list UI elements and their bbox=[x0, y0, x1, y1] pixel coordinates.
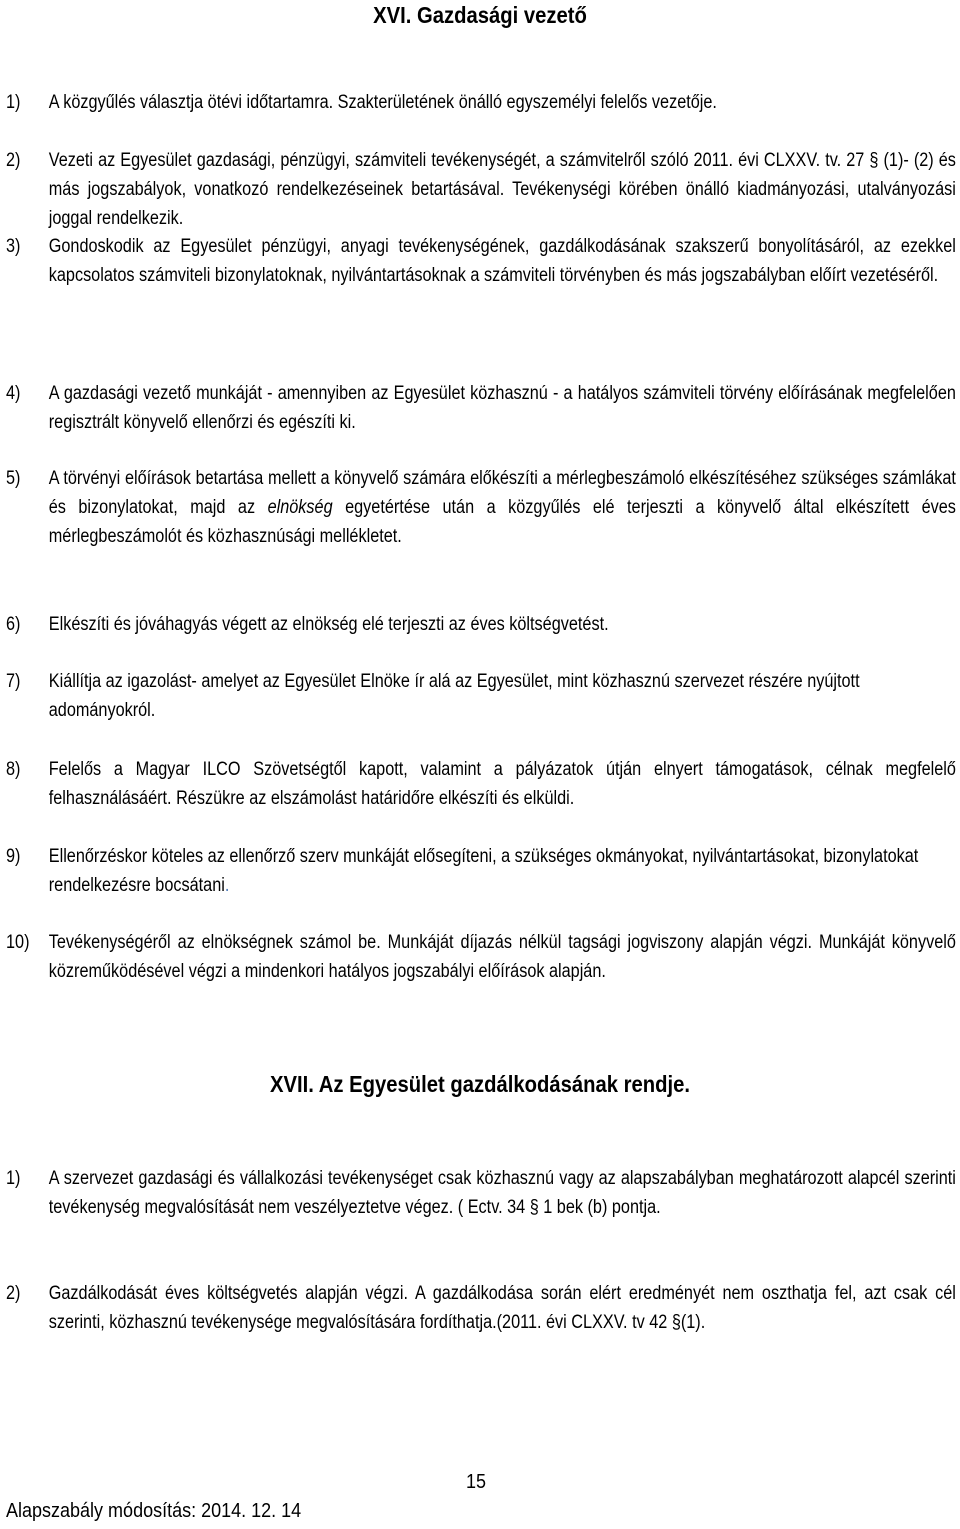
section-title-gazdasagi-vezeto: XVI. Gazdasági vezető bbox=[373, 2, 587, 28]
footer-note: Alapszabály módosítás: 2014. 12. 14 bbox=[6, 1500, 302, 1522]
item-number: 9) bbox=[6, 846, 21, 867]
item-number: 2) bbox=[6, 150, 21, 171]
item-text: Elkészíti és jóváhagyás végett az elnökség elé terjeszti az éves költségvetést. bbox=[48, 614, 609, 635]
item-number: 4) bbox=[6, 383, 21, 404]
list-item bbox=[6, 232, 956, 290]
section-title-gazdalkodas-rendje: XVII. Az Egyesület gazdálkodásának rendje. bbox=[270, 1071, 690, 1097]
item-number: 1) bbox=[6, 1168, 21, 1189]
list-item bbox=[6, 146, 956, 233]
list-item bbox=[6, 379, 956, 437]
list-item bbox=[6, 755, 956, 813]
item-number: 6) bbox=[6, 614, 21, 635]
item-text: Kiállítja az igazolást- amelyet az Egyesület Elnöke ír alá az Egyesület, mint közhasznú szervezet részére nyújtott adományokról. bbox=[48, 671, 860, 721]
item-text-part: egyetértése után a közgyűlés elé terjeszti a könyvelő által elkészített éves mérlegbeszámolót és közhasznúsági mellékletet. bbox=[48, 497, 956, 547]
item-text: Vezeti az Egyesület gazdasági, pénzügyi, számviteli tevékenységét, a számvitelről szóló 2011. évi CLXXV. tv. 27 § (1)- (2) és más jogszabályok, vonatkozó rendelkezéseinek betartásával. Tevékenységi körében önálló kiadmányozási, utalványozási joggal rendelkezik. bbox=[48, 150, 956, 229]
list-item bbox=[6, 842, 919, 900]
item-text: A szervezet gazdasági és vállalkozási tevékenységet csak közhasznú vagy az alapszabályban meghatározott alapcél szerinti tevékenység megvalósítását nem veszélyeztetve végez. ( Ectv. 34 § 1 bek (b) pontja. bbox=[48, 1168, 956, 1218]
item-number: 1) bbox=[6, 92, 21, 113]
list-item bbox=[6, 1279, 956, 1337]
list-item bbox=[6, 1164, 956, 1222]
item-text: A közgyűlés választja ötévi időtartamra. Szakterületének önálló egyszemélyi felelős vezetője. bbox=[48, 92, 717, 113]
item-text: Gondoskodik az Egyesület pénzügyi, anyagi tevékenységének, gazdálkodásának szakszerű bonyolításáról, az ezekkel kapcsolatos számviteli bizonylatoknak, nyilvántartásoknak a számviteli törvényben és más jogszabályban előírt vezetéséről. bbox=[48, 236, 956, 286]
item-number: 2) bbox=[6, 1283, 21, 1304]
item-text: Gazdálkodását éves költségvetés alapján végzi. A gazdálkodása során elért eredményét nem oszthatja fel, azt csak cél szerinti, közhasznú tevékenysége megvalósítására fordíthatja.(2011. évi CLXXV. tv 42 §(1). bbox=[48, 1283, 956, 1333]
item-text-part: A törvényi előírások betartása mellett a könyvelő számára előkészíti a mérlegbeszámoló elkészítéséhez szükséges számlákat és bizonylatokat, majd az bbox=[48, 468, 956, 518]
list-item bbox=[6, 88, 818, 117]
item-number: 7) bbox=[6, 671, 21, 692]
item-text bbox=[49, 842, 956, 900]
item-text: A gazdasági vezető munkáját - amennyiben az Egyesület közhasznú - a hatályos számviteli törvény előírásának megfelelően regisztrált könyvelő ellenőrzi és egészíti ki. bbox=[48, 383, 956, 433]
item-text-period: . bbox=[224, 875, 230, 896]
item-number: 10) bbox=[6, 932, 30, 953]
list-item bbox=[6, 928, 956, 986]
item-text-italic: elnökség bbox=[267, 497, 333, 518]
item-number: 3) bbox=[6, 236, 21, 257]
page-number: 15 bbox=[466, 1471, 487, 1493]
item-text: Tevékenységéről az elnökségnek számol be. Munkáját díjazás nélkül tagsági jogviszony alapján végzi. Munkáját könyvelő közreműködésével végzi a mindenkori hatályos jogszabályi előírások alapján. bbox=[48, 932, 956, 982]
item-number: 8) bbox=[6, 759, 21, 780]
list-item bbox=[6, 464, 956, 551]
item-text: Felelős a Magyar ILCO Szövetségtől kapott, valamint a pályázatok útján elnyert támogatások, célnak megfelelő felhasználásáért. Részükre az elszámolást határidőre elkészíti és elküldi. bbox=[48, 759, 956, 809]
list-item bbox=[6, 610, 818, 639]
item-text bbox=[49, 464, 956, 551]
item-text-part: Ellenőrzéskor köteles az ellenőrző szerv munkáját elősegíteni, a szükséges okmányokat, nyilvántartásokat, bizonylatokat rendelkezésre bocsátani bbox=[48, 846, 919, 896]
item-number: 5) bbox=[6, 468, 21, 489]
list-item bbox=[6, 667, 860, 725]
